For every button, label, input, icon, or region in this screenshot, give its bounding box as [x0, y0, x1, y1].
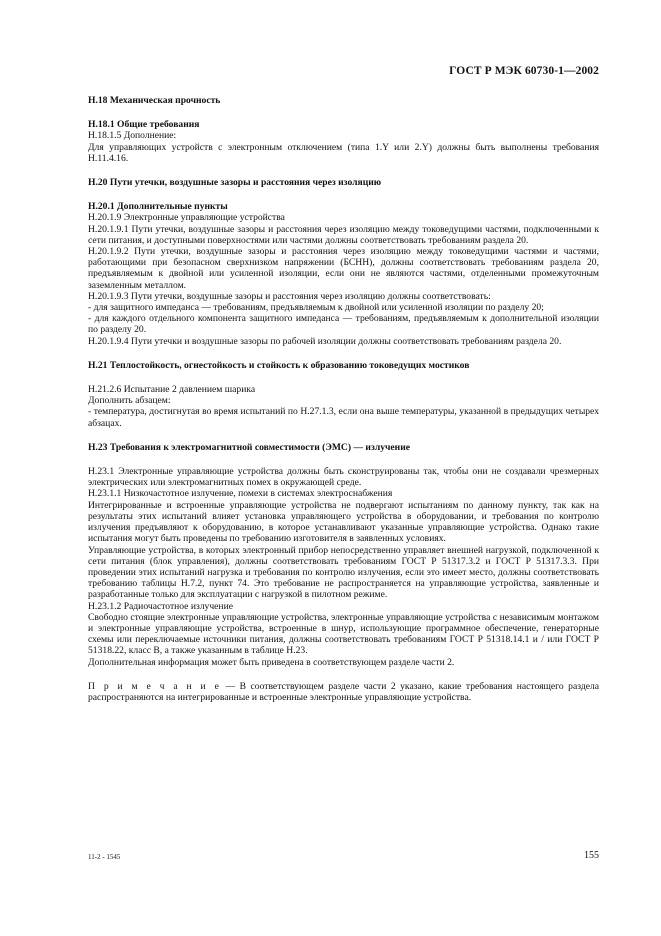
- paragraph: Дополнить абзацем:: [88, 395, 171, 407]
- section-heading: Н.18.1 Общие требования: [88, 119, 200, 131]
- paragraph: Н.18.1.5 Дополнение:: [88, 130, 177, 142]
- print-code: 11-2 - 1545: [88, 853, 121, 861]
- document-body: [88, 95, 599, 703]
- paragraph: - температура, достигнутая во время испытаний по Н.27.1.3, если она выше температуры, указанной в предыдущих четырех абзацах.: [88, 406, 599, 429]
- paragraph: Н.20.1.9.4 Пути утечки и воздушные зазоры по рабочей изоляции должны соответствовать требованиям раздела 20.: [88, 335, 562, 347]
- page-number: 155: [584, 850, 599, 861]
- paragraph: Н.20.1.9.2 Пути утечки, воздушные зазоры и расстояния через изоляцию между токоведущими частями и частями, работающими при безопасном сверхнизком напряжении (БСНН), должны соответствовать требованиям раздела 20, предъявляемым к двойной или усиленной изоляции, если они не являются частями, отделенными промежуточным заземленным металлом.: [88, 246, 599, 291]
- paragraph: Н.20.1.9.3 Пути утечки, воздушные зазоры и расстояния через изоляцию должны соответствовать:: [88, 290, 491, 302]
- paragraph: Управляющие устройства, в которых электронный прибор непосредственно управляет внешней нагрузкой, подключенной к сети питания (блок управления), должны соответствовать требованиям ГОСТ Р 51317.3.2 и ГОСТ Р 51317.3.3. При проведении этих испытаний нагрузка и требования по контролю излучения, если это имеет место, должны соответствовать требованию таблицы Н.7.2, пункт 74. Это требование не распространяется на управляющие устройства, заявленные и разработанные только для эксплуатации с нагрузкой в пилотном режиме.: [88, 544, 599, 601]
- paragraph: Н.23.1 Электронные управляющие устройства должны быть сконструированы так, чтобы они не создавали чрезмерных электрических или электромагнитных помех в окружающей среде.: [88, 466, 599, 489]
- paragraph: Н.21.2.6 Испытание 2 давлением шарика: [88, 384, 256, 396]
- note-paragraph: [88, 681, 599, 703]
- note-text: — В соответствующем разделе части 2 указано, какие требования настоящего раздела распространяются на интегрированные и встроенные электронные управляющие устройства.: [88, 680, 600, 703]
- section-heading: Н.18 Механическая прочность: [88, 95, 221, 106]
- paragraph: Н.20.1.9 Электронные управляющие устройства: [88, 212, 285, 224]
- paragraph: Для управляющих устройств с электронным отключением (типа 1.Y или 2.Y) должны быть выполнены требования Н.11.4.16.: [88, 141, 599, 164]
- section-heading: Н.21 Теплостойкость, огнестойкость и стойкость к образованию токоведущих мостиков: [88, 359, 470, 371]
- section-heading: Н.20 Пути утечки, воздушные зазоры и расстояния через изоляцию: [88, 177, 382, 189]
- paragraph: Интегрированные и встроенные управляющие устройства не подвергают испытаниям по данному пункту, так как на результаты этих испытаний влияет установка управляющего устройства в оборудовании, и требования по контролю излучения предъявляют к оборудованию, в которое устанавливают указанные управляющие устройства. Однако такие испытания могут быть проведены по требованию изготовителя в заявленных условиях.: [88, 499, 599, 545]
- paragraph: Н.23.1.1 Низкочастотное излучение, помехи в системах электроснабжения: [88, 488, 393, 500]
- section-heading: Н.23 Требования к электромагнитной совместимости (ЭМС) — излучение: [88, 441, 410, 453]
- paragraph: Н.20.1.9.1 Пути утечки, воздушные зазоры и расстояния через изоляцию между токоведущими частями, подключенными к сети питания, и доступными поверхностями или частями должны соответствовать требованиям раздела 20.: [88, 223, 599, 246]
- paragraph: Свободно стоящие электронные управляющие устройства, электронные управляющие устройства с независимым монтажом и электронные управляющие устройства, встроенные в шнур, использующие программное обеспечение, генераторные схемы или переключаемые источники питания, должны соответствовать требованиям ГОСТ Р 51318.14.1 и / или ГОСТ Р 51318.22, класс В, а также указанным в таблице Н.23.: [88, 611, 599, 657]
- note-label: П р и м е ч а н и е: [88, 680, 222, 692]
- paragraph: - для защитного импеданса — требованиям, предъявляемым к двойной или усиленной изоляции по разделу 20;: [88, 302, 544, 314]
- paragraph: Дополнительная информация может быть приведена в соответствующем разделе части 2.: [88, 656, 455, 668]
- paragraph: - для каждого отдельного компонента защитного импеданса — требованиям, предъявляемым к дополнительной изоляции по разделу 20.: [88, 313, 599, 336]
- standard-header: ГОСТ Р МЭК 60730-1—2002: [449, 65, 599, 77]
- section-heading: Н.20.1 Дополнительные пункты: [88, 201, 228, 213]
- paragraph: Н.23.1.2 Радиочастотное излучение: [88, 600, 233, 612]
